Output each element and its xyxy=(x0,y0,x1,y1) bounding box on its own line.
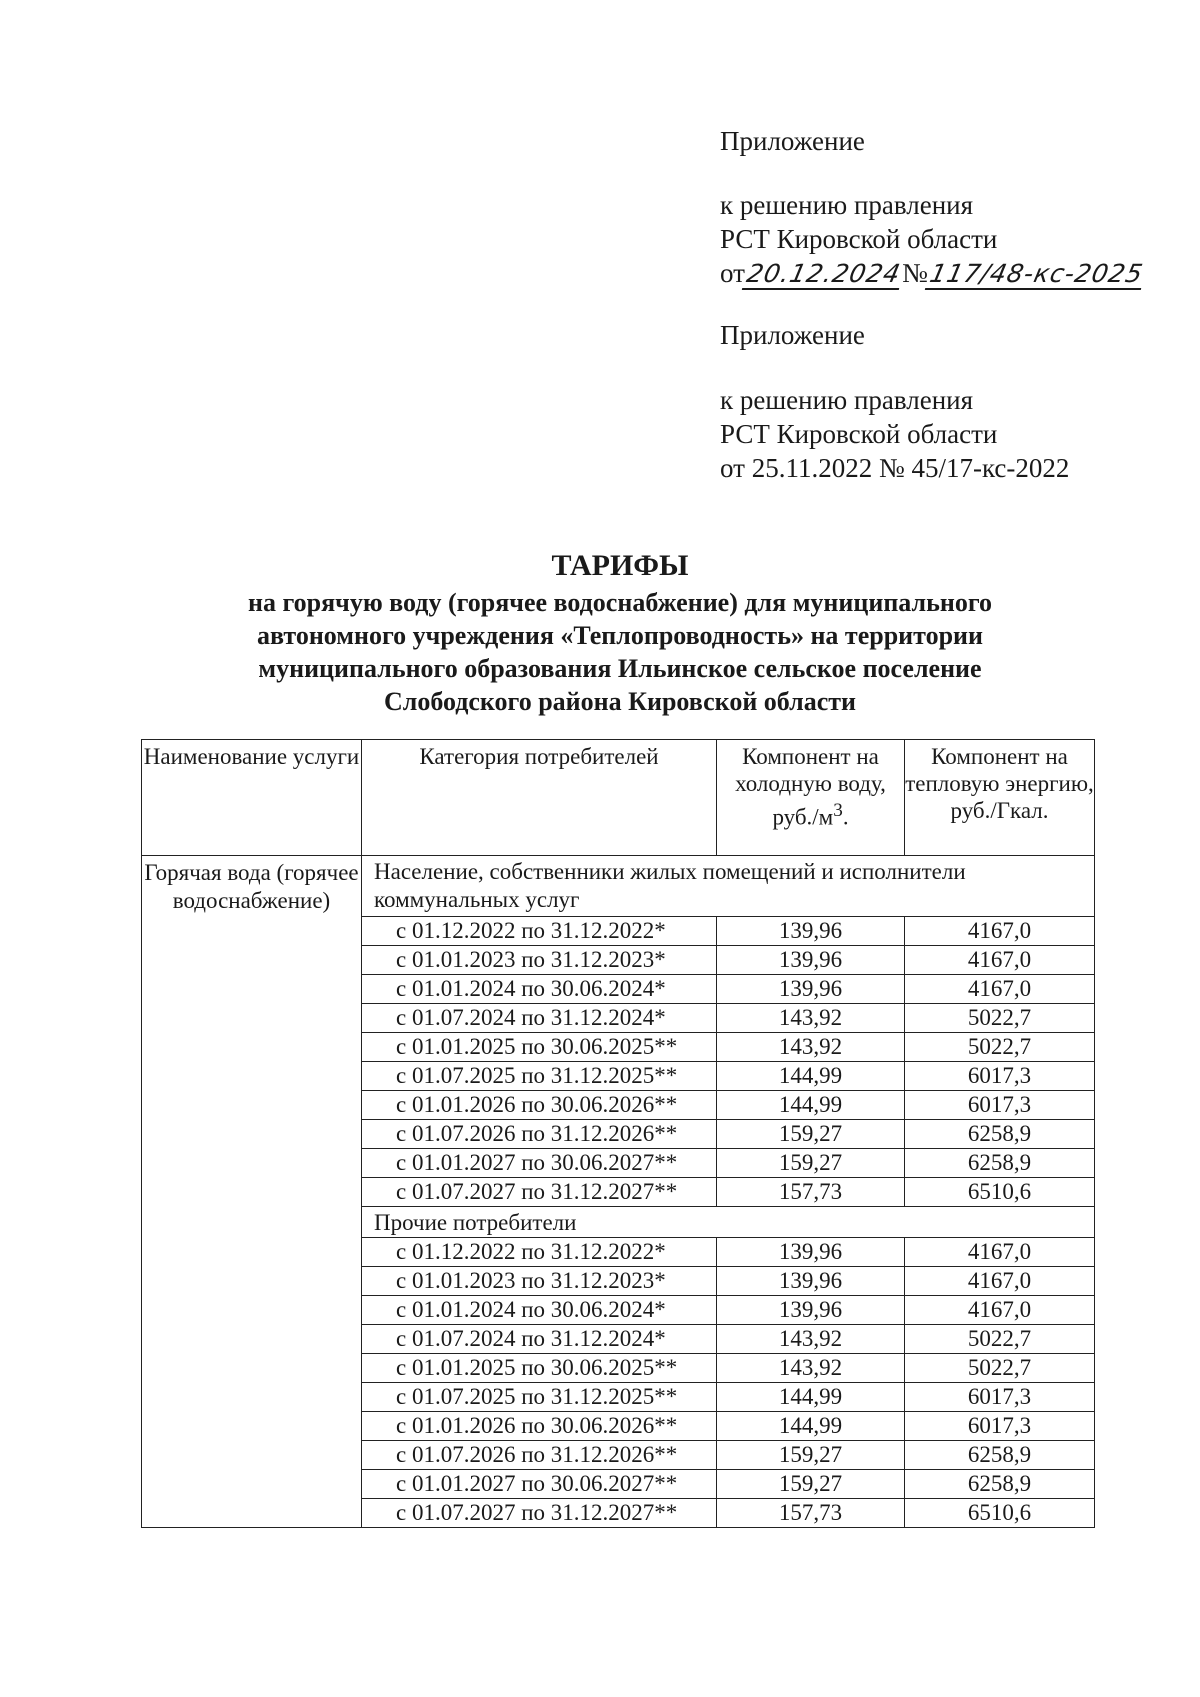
cold-water-cell: 143,92 xyxy=(717,1354,905,1383)
cold-water-cell: 139,96 xyxy=(717,1267,905,1296)
heat-cell: 6258,9 xyxy=(905,1441,1095,1470)
period-cell: с 01.01.2024 по 30.06.2024* xyxy=(362,975,717,1004)
period-cell: с 01.01.2026 по 30.06.2026** xyxy=(362,1412,717,1441)
annex-line: РСТ Кировской области xyxy=(720,419,998,449)
heat-cell: 6017,3 xyxy=(905,1091,1095,1120)
category-cell: Прочие потребители xyxy=(362,1207,1095,1238)
cold-water-cell: 139,96 xyxy=(717,1238,905,1267)
heat-cell: 6258,9 xyxy=(905,1120,1095,1149)
period-cell: с 01.01.2027 по 30.06.2027** xyxy=(362,1470,717,1499)
heat-cell: 6510,6 xyxy=(905,1499,1095,1528)
document-title xyxy=(140,548,1100,718)
heat-cell: 6017,3 xyxy=(905,1412,1095,1441)
cold-water-cell: 159,27 xyxy=(717,1470,905,1499)
heat-cell: 6017,3 xyxy=(905,1383,1095,1412)
number-sign: № xyxy=(902,258,928,288)
cold-water-cell: 143,92 xyxy=(717,1325,905,1354)
period-cell: с 01.07.2026 по 31.12.2026** xyxy=(362,1441,717,1470)
heat-cell: 5022,7 xyxy=(905,1004,1095,1033)
cold-water-cell: 159,27 xyxy=(717,1149,905,1178)
header-cold-water-sup: 3 xyxy=(833,800,843,821)
period-cell: с 01.07.2027 по 31.12.2027** xyxy=(362,1499,717,1528)
annex-title-text: Приложение xyxy=(720,126,865,156)
header-cold-water xyxy=(717,740,905,856)
category-cell: Население, собственники жилых помещений и исполнители коммунальных услуг xyxy=(362,856,1095,917)
title-line: автономного учреждения «Теплопроводность» на территории xyxy=(257,621,983,650)
period-cell: с 01.01.2025 по 30.06.2025** xyxy=(362,1354,717,1383)
period-cell: с 01.07.2024 по 31.12.2024* xyxy=(362,1004,717,1033)
table-body xyxy=(142,856,1095,1528)
period-cell: с 01.01.2023 по 31.12.2023* xyxy=(362,946,717,975)
heat-cell: 4167,0 xyxy=(905,1267,1095,1296)
annex-current-title xyxy=(720,124,865,158)
heat-cell: 6510,6 xyxy=(905,1178,1095,1207)
heat-cell: 4167,0 xyxy=(905,975,1095,1004)
period-cell: с 01.07.2024 по 31.12.2024* xyxy=(362,1325,717,1354)
header-service: Наименование услуги xyxy=(142,740,362,856)
cold-water-cell: 139,96 xyxy=(717,917,905,946)
annex-line: от 25.11.2022 № 45/17-кс-2022 xyxy=(720,453,1070,483)
title-line: Слободского района Кировской области xyxy=(383,687,857,716)
annex-line: РСТ Кировской области xyxy=(720,224,998,254)
heat-cell: 4167,0 xyxy=(905,1296,1095,1325)
annex-line: к решению правления xyxy=(720,190,974,220)
period-cell: с 01.01.2023 по 31.12.2023* xyxy=(362,1267,717,1296)
period-cell: с 01.01.2025 по 30.06.2025** xyxy=(362,1033,717,1062)
annex-original-body xyxy=(720,383,1069,485)
cold-water-cell: 139,96 xyxy=(717,946,905,975)
title-line: муниципального образования Ильинское сельское поселение xyxy=(258,654,982,683)
heat-cell: 5022,7 xyxy=(905,1354,1095,1383)
tariffs-table xyxy=(141,739,1095,1528)
title-line: на горячую воду (горячее водоснабжение) для муниципального xyxy=(247,588,993,617)
heat-cell: 5022,7 xyxy=(905,1325,1095,1354)
heat-cell: 4167,0 xyxy=(905,946,1095,975)
cold-water-cell: 144,99 xyxy=(717,1383,905,1412)
annex-original-title xyxy=(720,318,865,352)
annex-title-text: Приложение xyxy=(720,320,865,350)
handwritten-number: 117/48-кс-2025 xyxy=(925,260,1148,290)
heat-cell: 6017,3 xyxy=(905,1062,1095,1091)
header-cold-water-text: Компонент на холодную воду, руб./м xyxy=(735,744,886,830)
heat-cell: 4167,0 xyxy=(905,1238,1095,1267)
annex-date-line xyxy=(720,256,1144,290)
period-cell: с 01.07.2025 по 31.12.2025** xyxy=(362,1062,717,1091)
period-cell: с 01.12.2022 по 31.12.2022* xyxy=(362,1238,717,1267)
cold-water-cell: 159,27 xyxy=(717,1441,905,1470)
title-main: ТАРИФЫ xyxy=(551,549,689,582)
period-cell: с 01.07.2025 по 31.12.2025** xyxy=(362,1383,717,1412)
cold-water-cell: 144,99 xyxy=(717,1412,905,1441)
cold-water-cell: 143,92 xyxy=(717,1033,905,1062)
cold-water-cell: 157,73 xyxy=(717,1178,905,1207)
period-cell: с 01.07.2027 по 31.12.2027** xyxy=(362,1178,717,1207)
header-heat: Компонент на тепловую энергию, руб./Гкал. xyxy=(905,740,1095,856)
cold-water-cell: 143,92 xyxy=(717,1004,905,1033)
cold-water-cell: 157,73 xyxy=(717,1499,905,1528)
period-cell: с 01.07.2026 по 31.12.2026** xyxy=(362,1120,717,1149)
category-row xyxy=(142,856,1095,917)
cold-water-cell: 144,99 xyxy=(717,1091,905,1120)
heat-cell: 5022,7 xyxy=(905,1033,1095,1062)
period-cell: с 01.01.2024 по 30.06.2024* xyxy=(362,1296,717,1325)
cold-water-cell: 139,96 xyxy=(717,975,905,1004)
handwritten-date: 20.12.2024 xyxy=(742,260,906,290)
header-cold-water-suffix: . xyxy=(842,804,849,830)
cold-water-cell: 159,27 xyxy=(717,1120,905,1149)
cold-water-cell: 144,99 xyxy=(717,1062,905,1091)
annex-current-body xyxy=(720,188,1144,290)
header-category: Категория потребителей xyxy=(362,740,717,856)
table-header-row xyxy=(142,740,1095,856)
heat-cell: 4167,0 xyxy=(905,917,1095,946)
heat-cell: 6258,9 xyxy=(905,1149,1095,1178)
period-cell: с 01.01.2027 по 30.06.2027** xyxy=(362,1149,717,1178)
service-name-cell: Горячая вода (горячее водоснабжение) xyxy=(142,856,362,1528)
period-cell: с 01.01.2026 по 30.06.2026** xyxy=(362,1091,717,1120)
annex-line: к решению правления xyxy=(720,385,974,415)
cold-water-cell: 139,96 xyxy=(717,1296,905,1325)
heat-cell: 6258,9 xyxy=(905,1470,1095,1499)
date-prefix: от xyxy=(720,258,745,288)
period-cell: с 01.12.2022 по 31.12.2022* xyxy=(362,917,717,946)
